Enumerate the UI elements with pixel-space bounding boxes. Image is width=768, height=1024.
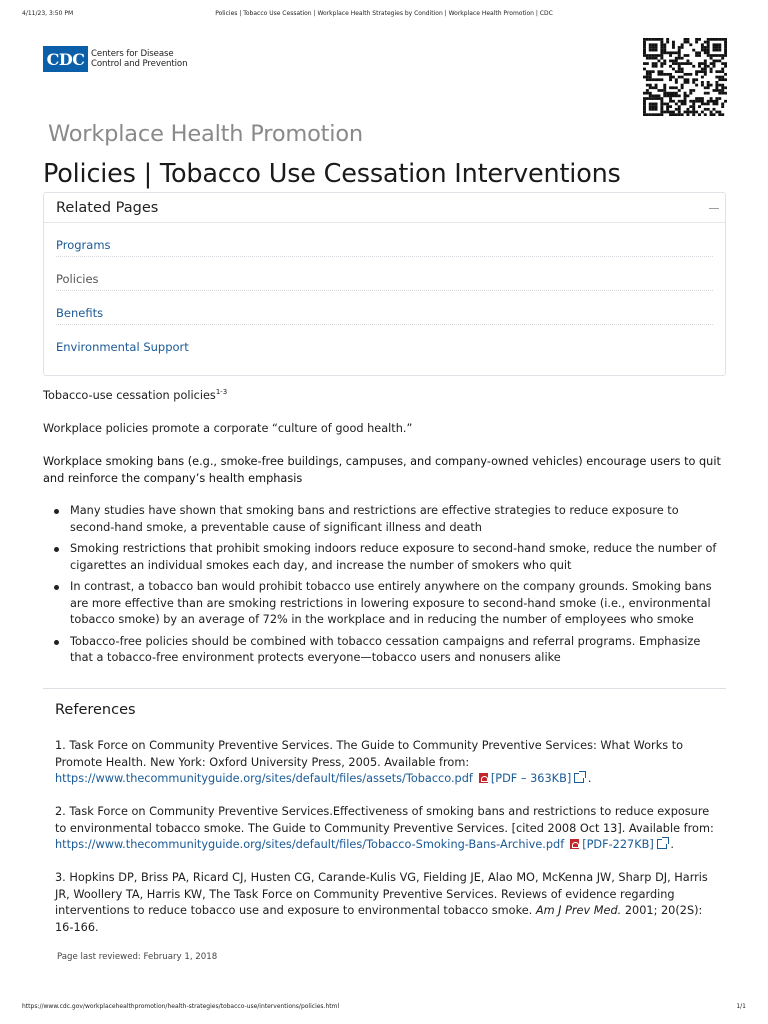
reference-1-end: . <box>587 772 592 785</box>
print-document-title: Policies | Tobacco Use Cessation | Workplace Health Strategies by Condition | Workplace Health Promotion | CDC <box>215 10 553 17</box>
reference-2 <box>55 804 715 854</box>
cdc-logo-line1: Centers for Disease <box>91 49 174 59</box>
cdc-logo[interactable] <box>43 46 187 72</box>
list-item: Tobacco-free policies should be combined with tobacco cessation campaigns and referral programs. Emphasize that a tobacco-free environment protects everyone—tobacco users and nonusers alike <box>43 634 726 667</box>
qr-code-icon <box>643 38 727 116</box>
references-heading: References <box>55 702 136 718</box>
site-title[interactable]: Workplace Health Promotion <box>48 121 363 147</box>
section-heading-text: Tobacco-use cessation policies <box>43 389 216 402</box>
print-footer <box>22 1003 746 1010</box>
references-divider <box>43 688 726 689</box>
reference-2-link[interactable]: https://www.thecommunityguide.org/sites/default/files/Tobacco-Smoking-Bans-Archive.pdf <box>55 838 565 851</box>
cdc-logo-line2: Control and Prevention <box>91 59 188 69</box>
reference-3 <box>55 870 715 936</box>
related-link-programs[interactable]: Programs <box>56 223 713 257</box>
smoking-bans-heading: Workplace smoking bans (e.g., smoke-free buildings, campuses, and company-owned vehicles) encourage users to quit and reinforce the company’s health emphasis <box>43 455 721 485</box>
cdc-logo-text <box>91 49 187 69</box>
external-link-icon[interactable] <box>657 839 667 849</box>
reference-3-text: 3. Hopkins DP, Briss PA, Ricard CJ, Husten CG, Carande-Kulis VG, Fielding JE, Alao MO, McKenna JW, Sharp DJ, Harris JR, Woollery TA, Harris KW, The Task Force on Community Preventive Services. Reviews of evidence regarding interventions to reduce tobacco use and exposure to environmental tobacco smoke. <box>55 871 708 917</box>
print-footer-url: https://www.cdc.gov/workplacehealthpromotion/health-strategies/tobacco-use/interventions/policies.html <box>22 1003 340 1010</box>
policy-bullet-list <box>43 503 726 672</box>
cdc-logo-mark: CDC <box>43 46 88 72</box>
intro-paragraph: Workplace policies promote a corporate “culture of good health.” <box>43 422 413 435</box>
page-title: Policies | Tobacco Use Cessation Interventions <box>43 159 621 189</box>
external-link-icon[interactable] <box>574 773 584 783</box>
pdf-icon <box>479 773 488 783</box>
reference-1-pdf-label[interactable]: [PDF – 363KB] <box>490 772 572 785</box>
reference-2-end: . <box>670 838 674 851</box>
pdf-icon <box>570 839 579 849</box>
minus-icon[interactable] <box>709 208 719 209</box>
section-heading-citation: 1-3 <box>215 388 228 396</box>
related-pages-box <box>43 192 726 376</box>
print-page-number: 1/1 <box>736 1003 746 1010</box>
reference-3-journal: Am J Prev Med. <box>535 904 622 917</box>
related-item-policies-current: Policies <box>56 257 713 291</box>
related-pages-header[interactable] <box>44 193 725 223</box>
page-last-reviewed: Page last reviewed: February 1, 2018 <box>57 952 218 962</box>
reference-2-text: 2. Task Force on Community Preventive Services.Effectiveness of smoking bans and restrictions to reduce exposure to environmental tobacco smoke. The Guide to Community Preventive Services. [cited 2008 Oct 13]. Available from: <box>55 805 714 835</box>
reference-1-link[interactable]: https://www.thecommunityguide.org/sites/default/files/assets/Tobacco.pdf <box>55 772 473 785</box>
list-item: In contrast, a tobacco ban would prohibit tobacco use entirely anywhere on the company grounds. Smoking bans are more effective than are smoking restrictions in lowering exposure to second-hand smoke (i.e., environmental tobacco smoke) by an average of 72% in the workplace and in reducing the number of employees who smoke <box>43 579 726 629</box>
related-link-benefits[interactable]: Benefits <box>56 291 713 325</box>
reference-1-text: 1. Task Force on Community Preventive Services. The Guide to Community Preventive Services: What Works to Promote Health. New York: Oxford University Press, 2005. Available from: <box>55 739 684 769</box>
reference-3-end: 2001; 20(2S): 16-166. <box>55 904 703 934</box>
list-item: Smoking restrictions that prohibit smoking indoors reduce exposure to second-hand smoke, reduce the number of cigarettes an individual smokes each day, and increase the number of smokers who quit <box>43 541 726 574</box>
related-link-environmental-support[interactable]: Environmental Support <box>56 340 189 354</box>
list-item: Many studies have shown that smoking bans and restrictions are effective strategies to reduce exposure to second-hand smoke, a preventable cause of significant illness and death <box>43 503 726 536</box>
reference-2-pdf-label[interactable]: [PDF-227KB] <box>582 838 654 851</box>
section-heading <box>43 388 726 405</box>
print-header <box>22 10 746 22</box>
related-pages-list <box>44 223 725 359</box>
related-pages-heading: Related Pages <box>56 200 159 216</box>
reference-1 <box>55 738 715 788</box>
print-date: 4/11/23, 3:50 PM <box>22 10 74 17</box>
